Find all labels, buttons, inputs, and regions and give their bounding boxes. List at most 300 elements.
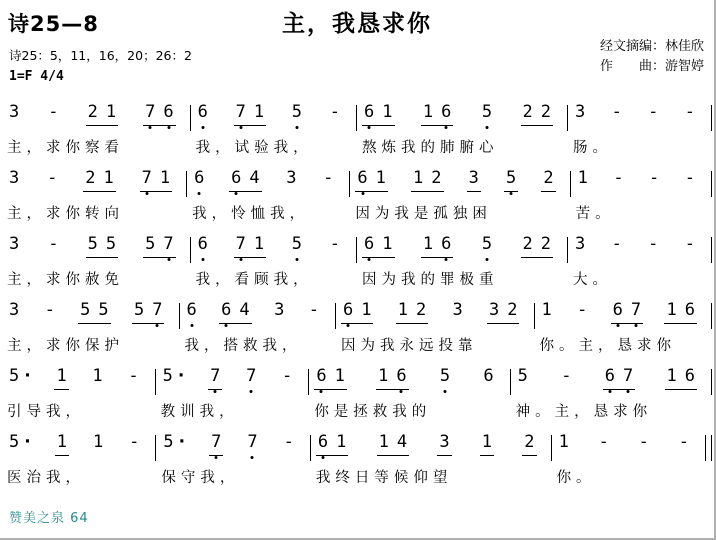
low-octave-dot — [214, 390, 217, 393]
note — [605, 367, 615, 386]
duration-dash — [613, 169, 623, 188]
measure-notes — [357, 234, 567, 258]
barline — [711, 171, 712, 197]
note-group — [646, 234, 660, 258]
note-number: 1 — [397, 300, 408, 320]
note-number: 2 — [543, 168, 554, 188]
measure-lyric: 因为我的罪极重 — [362, 272, 499, 288]
note-number: 7 — [247, 432, 258, 452]
note-number: 7 — [622, 366, 634, 386]
measure-notes — [180, 300, 335, 324]
beamed-note-group — [611, 300, 644, 324]
beamed-note-group — [421, 102, 454, 126]
note — [210, 367, 220, 386]
note-number: 3 — [488, 300, 500, 320]
note-number: 5 — [9, 432, 20, 452]
measure — [2, 432, 155, 487]
measure-notes — [191, 102, 356, 126]
measure — [357, 102, 567, 157]
beamed-note-group — [541, 168, 555, 192]
low-octave-dot — [347, 324, 350, 327]
note-group — [683, 102, 697, 126]
note-group — [557, 432, 571, 456]
note-number: 5 — [105, 234, 117, 254]
note-number: 6 — [231, 168, 242, 188]
low-octave-dot — [295, 258, 298, 261]
measure — [191, 234, 356, 289]
note-number: 6 — [197, 102, 208, 122]
measure-notes — [568, 102, 711, 126]
note-number: - — [323, 168, 334, 188]
note-number: 1 — [378, 432, 389, 452]
measure-lyric: 肠。 — [573, 140, 613, 156]
note-group — [438, 366, 452, 390]
beamed-note-group — [208, 366, 222, 390]
beamed-note-group — [603, 366, 636, 390]
low-octave-dot — [225, 324, 228, 327]
note — [518, 367, 528, 386]
note — [134, 301, 144, 320]
measure — [350, 168, 569, 223]
note-number: 3 — [9, 300, 20, 320]
music-line — [2, 432, 712, 487]
duration-dash — [330, 235, 340, 254]
measure-lyric: 我终日等候仰望 — [315, 470, 453, 486]
note-number: 3 — [9, 168, 20, 188]
note — [187, 301, 197, 320]
low-octave-dot — [201, 126, 204, 129]
duration-dash — [323, 169, 333, 188]
note — [343, 301, 353, 320]
note — [9, 235, 19, 254]
beamed-note-group — [411, 168, 444, 192]
duration-dash — [599, 433, 609, 452]
low-octave-dot — [215, 456, 218, 459]
low-octave-dot — [156, 324, 159, 327]
note — [440, 367, 450, 386]
low-octave-dot — [321, 456, 324, 459]
beamed-note-group — [78, 300, 111, 324]
measure-lyric: 主，求你保护 — [7, 338, 124, 354]
note — [685, 367, 695, 386]
beamed-note-group — [504, 168, 518, 192]
note-number: 6 — [316, 366, 327, 386]
measure-lyric: 苦。 — [575, 206, 615, 222]
note-group — [575, 300, 589, 324]
note-group — [683, 168, 697, 192]
note-number: 1 — [666, 366, 677, 386]
note-number: 2 — [85, 168, 96, 188]
beamed-note-group — [362, 234, 395, 258]
note-number: 6 — [186, 300, 197, 320]
note — [413, 169, 423, 188]
note-number: 1 — [56, 432, 67, 452]
note-number: 1 — [558, 432, 569, 452]
note-number: 2 — [507, 300, 518, 320]
duration-dash — [679, 433, 689, 452]
duration-dash — [685, 169, 695, 188]
beamed-note-group — [396, 300, 429, 324]
measure-notes — [156, 366, 309, 390]
duration-dash — [561, 367, 571, 386]
measure-notes — [191, 234, 356, 258]
note-group — [46, 102, 60, 126]
note-number: 2 — [522, 102, 533, 122]
measure-lyric: 你是拯救我的 — [314, 404, 432, 420]
note-number: 3 — [274, 300, 285, 320]
note-group — [196, 102, 210, 126]
credit-line-editor: 经文摘编：林佳欣 — [599, 39, 704, 54]
beamed-note-group — [132, 300, 165, 324]
note — [274, 301, 284, 320]
note — [482, 235, 492, 254]
note-number: 1 — [413, 168, 424, 188]
note — [92, 367, 102, 386]
measure — [568, 102, 711, 157]
music-line — [2, 366, 712, 421]
note — [541, 103, 551, 122]
note — [104, 169, 114, 188]
note-group — [573, 234, 587, 258]
beamed-note-group — [86, 234, 119, 258]
note-number: 2 — [524, 432, 535, 452]
note-number: - — [48, 102, 59, 122]
note — [423, 103, 433, 122]
measure — [2, 234, 190, 289]
note-number: 1 — [253, 102, 265, 122]
note-number: 2 — [87, 102, 98, 122]
note-number: 1 — [422, 234, 434, 254]
note — [482, 433, 492, 452]
beamed-note-group — [521, 102, 554, 126]
note — [489, 301, 499, 320]
note — [335, 367, 345, 386]
note-number: 1 — [92, 366, 103, 386]
note — [88, 103, 98, 122]
note — [246, 367, 256, 386]
note-number: - — [329, 234, 340, 254]
augmentation-dot: · — [24, 366, 31, 386]
note — [98, 301, 108, 320]
note — [357, 169, 367, 188]
note-number: 5 — [481, 102, 493, 122]
note — [666, 301, 676, 320]
beamed-note-group — [521, 234, 554, 258]
beamed-note-group — [437, 432, 451, 456]
low-octave-dot — [627, 390, 630, 393]
measure — [191, 102, 356, 157]
note-group — [245, 432, 259, 456]
note-group — [610, 234, 624, 258]
note — [482, 103, 492, 122]
measure-lyric: 主，求你赦免 — [7, 272, 124, 288]
note-group — [161, 366, 187, 390]
note-group — [272, 300, 286, 324]
measure-lyric: 大。 — [573, 272, 613, 288]
note-group — [192, 168, 206, 192]
beamed-note-group — [140, 168, 173, 192]
note — [376, 169, 386, 188]
note — [249, 169, 259, 188]
note-group — [677, 432, 691, 456]
note-number: 7 — [211, 432, 222, 452]
note-number: 1 — [56, 366, 67, 386]
note-number: 2 — [415, 300, 427, 320]
note-group — [7, 366, 33, 390]
note-group — [328, 234, 342, 258]
measure-notes — [309, 366, 509, 390]
low-octave-dot — [201, 258, 204, 261]
measure-lyric: 医治我， — [7, 470, 85, 486]
note — [452, 301, 462, 320]
note — [286, 169, 296, 188]
beamed-note-group — [377, 432, 410, 456]
measure-lyric: 你。 — [556, 470, 596, 486]
note — [613, 301, 623, 320]
note-number: 2 — [540, 102, 552, 122]
note-number: 6 — [221, 300, 232, 320]
measure — [2, 102, 190, 157]
duration-dash — [309, 301, 319, 320]
beamed-note-group — [362, 102, 395, 126]
note-group — [450, 300, 464, 324]
note-number: 5 — [291, 102, 303, 122]
note-group — [573, 102, 587, 126]
note-group — [576, 168, 590, 192]
duration-dash — [284, 433, 294, 452]
note — [382, 103, 392, 122]
note — [631, 301, 641, 320]
low-octave-dot — [368, 126, 371, 129]
credit-line-composer: 作 曲：游智婷 — [599, 59, 704, 75]
measure-notes — [535, 300, 712, 324]
note — [106, 235, 116, 254]
note-group — [597, 432, 611, 456]
measure-notes — [2, 432, 155, 456]
duration-dash — [330, 103, 340, 122]
measure — [336, 300, 534, 355]
note-number: - — [684, 168, 695, 188]
beamed-note-group — [664, 300, 697, 324]
note-number: 6 — [364, 102, 375, 122]
note — [88, 235, 98, 254]
note — [623, 367, 633, 386]
low-octave-dot — [190, 324, 193, 327]
beamed-note-group — [86, 102, 119, 126]
measure-notes — [568, 234, 711, 258]
note — [9, 103, 19, 122]
note-number: 6 — [441, 234, 452, 254]
beamed-note-group — [467, 168, 481, 192]
key-time-signature: 1=F 4/4 — [9, 69, 64, 84]
note-number: - — [44, 300, 55, 320]
note-group — [559, 366, 573, 390]
note-number: - — [128, 366, 139, 386]
music-line — [2, 168, 712, 223]
measure-notes — [2, 366, 155, 390]
note-number: 7 — [235, 102, 246, 122]
note — [247, 433, 257, 452]
note-number: 6 — [317, 432, 329, 452]
note-number: - — [282, 366, 293, 386]
note-group — [321, 168, 335, 192]
note-number: 6 — [163, 102, 174, 122]
beamed-note-group — [234, 234, 267, 258]
augmentation-dot: · — [177, 366, 185, 386]
note-number: 4 — [239, 300, 250, 320]
note-number: 1 — [378, 366, 389, 386]
duration-dash — [128, 367, 138, 386]
note-number: 1 — [361, 300, 372, 320]
note-group — [290, 234, 304, 258]
low-octave-dot — [510, 192, 513, 195]
measure-notes — [350, 168, 569, 192]
augmentation-dot: · — [178, 432, 186, 452]
measure-lyric: 因为我是孤独困 — [355, 206, 492, 222]
note-number: 5 — [481, 234, 493, 254]
measure-notes — [2, 102, 190, 126]
note — [336, 433, 346, 452]
low-octave-dot — [149, 126, 152, 129]
note-number: 1 — [159, 168, 171, 188]
note-number: 6 — [612, 300, 623, 320]
duration-dash — [47, 169, 57, 188]
note-number: - — [577, 300, 588, 320]
beamed-note-group — [421, 234, 454, 258]
note-number: 5 — [517, 366, 528, 386]
note — [364, 103, 374, 122]
scripture-reference: 诗25：5，11，16，20；26：2 — [9, 48, 192, 63]
music-sheet — [0, 97, 714, 487]
note-number: 1 — [666, 300, 677, 320]
measure — [357, 234, 567, 289]
note-number: - — [48, 234, 59, 254]
note-group — [90, 366, 104, 390]
low-octave-dot — [485, 258, 488, 261]
measure-notes — [187, 168, 349, 192]
note-number: 6 — [194, 168, 205, 188]
note-group — [516, 366, 530, 390]
note-number: 4 — [396, 432, 408, 452]
credits — [600, 37, 704, 77]
beamed-note-group — [480, 432, 494, 456]
note — [239, 301, 249, 320]
note-number: 1 — [253, 234, 265, 254]
note — [469, 169, 479, 188]
note-number: 5 — [439, 366, 451, 386]
note-number: - — [329, 102, 340, 122]
note-number: 1 — [422, 102, 434, 122]
measure-lyric: 保守我， — [161, 470, 240, 486]
note-number: - — [648, 102, 659, 122]
note-group — [647, 168, 661, 192]
note-number: 7 — [235, 234, 246, 254]
note-number: 3 — [468, 168, 479, 188]
note-group — [45, 168, 59, 192]
note — [396, 367, 406, 386]
note-number: 2 — [431, 168, 442, 188]
measure — [571, 168, 711, 223]
note — [106, 103, 116, 122]
note-group — [126, 366, 140, 390]
measure-notes — [552, 432, 705, 456]
note — [559, 433, 569, 452]
note — [364, 235, 374, 254]
note-group — [127, 432, 141, 456]
beamed-note-group — [229, 168, 262, 192]
note-group — [7, 168, 21, 192]
note — [142, 169, 152, 188]
note-number: 7 — [630, 300, 642, 320]
duration-dash — [45, 301, 55, 320]
note — [361, 301, 371, 320]
note — [221, 301, 231, 320]
measure — [156, 366, 309, 421]
low-octave-dot — [167, 126, 170, 129]
note-number: 1 — [334, 366, 345, 386]
duration-dash — [639, 433, 649, 452]
note-number: 2 — [522, 234, 533, 254]
beamed-note-group — [341, 300, 374, 324]
note-number: 7 — [145, 102, 156, 122]
note-number: 7 — [152, 300, 163, 320]
note-group — [91, 432, 105, 456]
note — [542, 301, 552, 320]
note-group — [280, 366, 294, 390]
note-number: 5 — [87, 234, 98, 254]
low-octave-dot — [198, 192, 201, 195]
beamed-note-group — [219, 300, 252, 324]
note-number: 1 — [92, 432, 104, 452]
note — [57, 433, 67, 452]
note-number: 1 — [105, 102, 117, 122]
note-number: 6 — [684, 300, 695, 320]
note — [145, 103, 155, 122]
note-group — [328, 102, 342, 126]
low-octave-dot — [445, 258, 448, 261]
measure-lyric: 引导我， — [7, 404, 85, 420]
note-group — [43, 300, 57, 324]
note-number: - — [561, 366, 572, 386]
note-number: 5 — [163, 432, 174, 452]
note — [56, 367, 66, 386]
note-number: 7 — [210, 366, 221, 386]
beamed-note-group — [665, 366, 698, 390]
measure — [511, 366, 711, 421]
measure-notes — [311, 432, 551, 456]
note — [163, 103, 173, 122]
low-octave-dot — [635, 324, 638, 327]
page-title: 主，我恳求你 — [282, 11, 432, 37]
note-number: - — [684, 102, 695, 122]
note-group — [307, 300, 321, 324]
note-number: 6 — [441, 102, 452, 122]
note — [667, 367, 677, 386]
beamed-note-group — [143, 234, 176, 258]
low-octave-dot — [145, 192, 148, 195]
note-number: 6 — [604, 366, 615, 386]
duration-dash — [648, 103, 658, 122]
low-octave-dot — [320, 390, 323, 393]
measure — [187, 168, 349, 223]
beamed-note-group — [376, 366, 409, 390]
note — [379, 433, 389, 452]
note-number: - — [611, 102, 622, 122]
note-number: 5 — [9, 366, 20, 386]
barline — [711, 303, 712, 329]
beamed-note-group — [487, 300, 520, 324]
note-number: 1 — [541, 300, 552, 320]
